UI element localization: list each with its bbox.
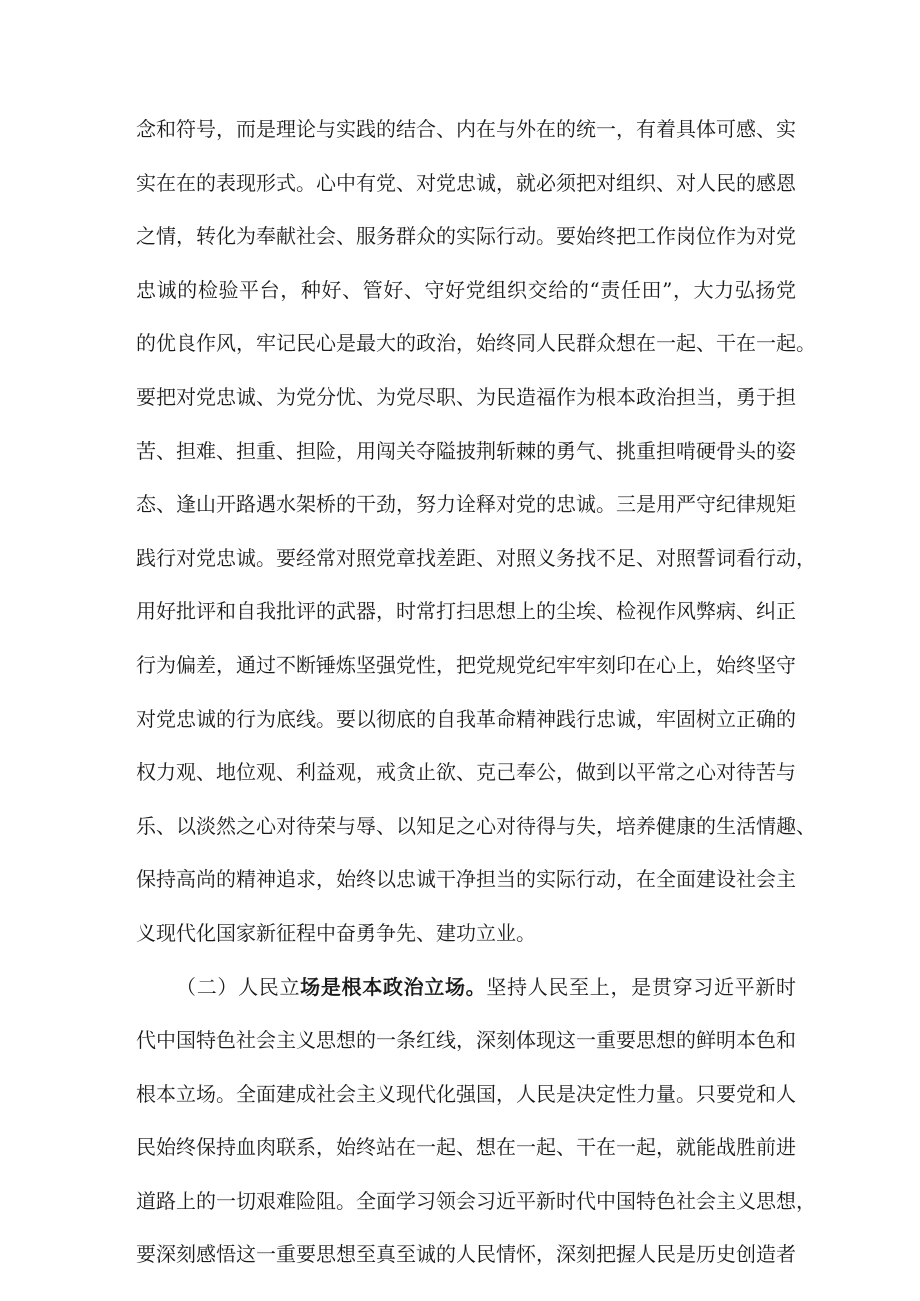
text-line: 要深刻感悟这一重要思想至真至诚的人民情怀，深刻把握人民是历史创造者: [136, 1242, 796, 1267]
text-line: 保持高尚的精神追求，始终以忠诚干净担当的实际行动，在全面建设社会主: [136, 867, 796, 892]
text-line: 的优良作风，牢记民心是最大的政治，始终同人民群众想在一起、干在一起。: [136, 331, 816, 356]
text-line: 道路上的一切艰难险阻。全面学习领会习近平新时代中国特色社会主义思想，: [136, 1188, 816, 1213]
text-line: 对党忠诚的行为底线。要以彻底的自我革命精神践行忠诚，牢固树立正确的: [136, 706, 796, 731]
body-text: [136, 103, 816, 1282]
text-line: 实在在的表现形式。心中有党、对党忠诚，就必须把对组织、对人民的感恩: [136, 170, 796, 195]
text-line: 根本立场。全面建成社会主义现代化强国，人民是决定性力量。只要党和人: [136, 1081, 796, 1106]
section-heading-lead: （二）人民立: [176, 974, 301, 999]
text-line: 民始终保持血肉联系，始终站在一起、想在一起、干在一起，就能战胜前进: [136, 1135, 796, 1160]
section-heading-rest: 坚持人民至上，是贯穿习近平新时: [486, 974, 797, 999]
section-heading-bold: 场是根本政治立场。: [300, 974, 487, 999]
text-line: 忠诚的检验平台，种好、管好、守好党组织交给的“责任田”，大力弘扬党: [136, 277, 796, 302]
text-line: 代中国特色社会主义思想的一条红线，深刻体现这一重要思想的鲜明本色和: [136, 1028, 796, 1053]
text-line: 态、逢山开路遇水架桥的干劲，努力诠释对党的忠诚。三是用严守纪律规矩: [136, 492, 796, 517]
text-line: 乐、以淡然之心对待荣与辱、以知足之心对待得与失，培养健康的生活情趣、: [136, 813, 816, 838]
text-line: 行为偏差，通过不断锤炼坚强党性，把党规党纪牢牢刻印在心上，始终坚守: [136, 652, 796, 677]
text-line: 念和符号，而是理论与实践的结合、内在与外在的统一，有着具体可感、实: [136, 117, 796, 141]
text-line: 用好批评和自我批评的武器，时常打扫思想上的尘埃、检视作风弊病、纠正: [136, 599, 796, 624]
text-line: 苦、担难、担重、担险，用闯关夺隘披荆斩棘的勇气、挑重担啃硬骨头的姿: [136, 438, 796, 463]
text-line: 践行对党忠诚。要经常对照党章找差距、对照义务找不足、对照誓词看行动，: [136, 545, 816, 570]
section-heading-line: [136, 961, 796, 1015]
text-line: 权力观、地位观、利益观，戒贪止欲、克己奉公，做到以平常之心对待苦与: [136, 760, 796, 785]
text-line: 义现代化国家新征程中奋勇争先、建功立业。: [136, 920, 536, 945]
text-line: 之情，转化为奉献社会、服务群众的实际行动。要始终把工作岗位作为对党: [136, 224, 796, 249]
text-line: 要把对党忠诚、为党分忧、为党尽职、为民造福作为根本政治担当，勇于担: [136, 384, 796, 409]
